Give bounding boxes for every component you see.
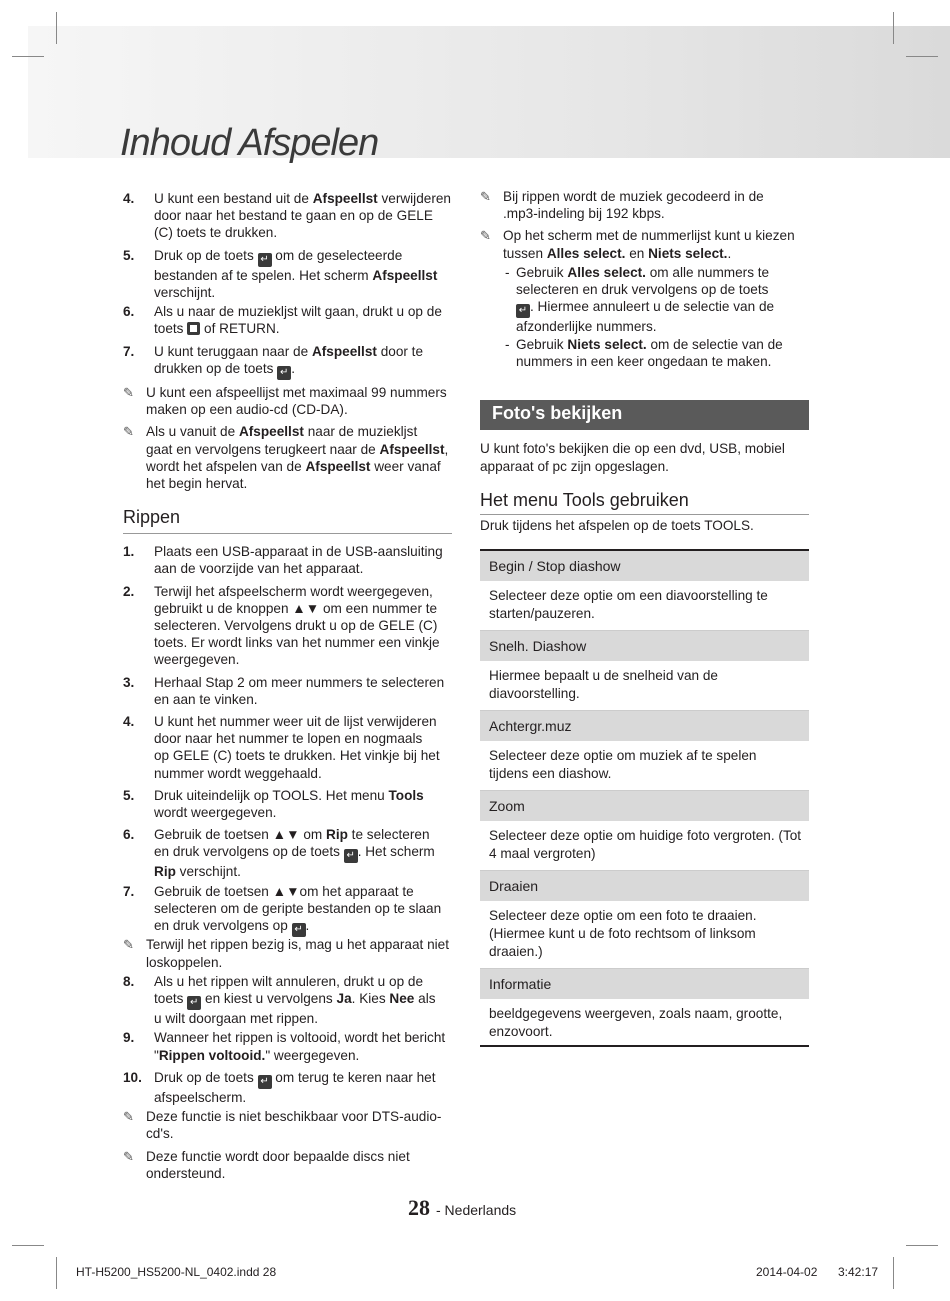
- divider: [480, 514, 809, 515]
- table-row-header: [480, 711, 809, 741]
- item-number: 4.: [123, 714, 135, 729]
- enter-button-icon: ↵: [516, 304, 530, 318]
- tools-heading: Het menu Tools gebruiken: [480, 490, 689, 510]
- enter-button-icon: ↵: [277, 366, 291, 380]
- stop-button-icon: [187, 322, 200, 335]
- item-number: 5.: [123, 787, 135, 803]
- table-option-desc: Hiermee bepaalt u de snelheid van de diavoorstelling.: [489, 668, 718, 701]
- sub-note-text: Gebruik Alles select. om alle nummers te selecteren en druk vervolgens op de toets ↵ . Hiermee annuleert u de selectie van de afzonderlijke nummers.: [516, 264, 775, 335]
- divider: [123, 533, 452, 534]
- item-number: 8.: [123, 973, 135, 989]
- note-pencil-icon: ✎: [480, 189, 491, 204]
- table-row-header: [480, 871, 809, 901]
- item-number: 2.: [123, 583, 135, 599]
- table-option-name: Achtergr.muz: [489, 718, 572, 734]
- dash-bullet: -: [505, 336, 510, 352]
- table-row-header: [480, 551, 809, 581]
- item-text: Druk op de toets ↵ om de geselecteerde bestanden af te spelen. Het scherm Afspeellst verschijnt.: [154, 247, 438, 300]
- crop-mark: [893, 1257, 894, 1289]
- item-number: 1.: [123, 544, 135, 560]
- item-text: U kunt een bestand uit de Afspeellst verwijderen door naar het bestand te gaan en op de GELE (C) toets te drukken.: [154, 191, 451, 241]
- table-option-name: Snelh. Diashow: [489, 638, 587, 654]
- footer-file: HT-H5200_HS5200-NL_0402.indd 28: [76, 1265, 277, 1279]
- note-text: Terwijl het rippen bezig is, mag u het apparaat niet loskoppelen.: [146, 937, 450, 970]
- right-column: [480, 188, 810, 388]
- item-text: Gebruik de toetsen ▲▼om het apparaat te selecteren om de geripte bestanden op te slaan en druk vervolgens op ↵ .: [154, 883, 442, 936]
- enter-button-icon: ↵: [187, 996, 201, 1010]
- footer-date: 2014-04-02: [756, 1265, 818, 1279]
- foto-intro: U kunt foto's bekijken die op een dvd, USB, mobiel apparaat of pc zijn opgeslagen.: [480, 441, 785, 474]
- item-number: 6.: [123, 304, 135, 320]
- item-number: 6.: [123, 827, 135, 843]
- table-option-name: Informatie: [489, 976, 552, 992]
- table-row-header: [480, 791, 809, 821]
- item-text: Plaats een USB-apparaat in de USB-aansluiting aan de voorzijde van het apparaat.: [154, 544, 443, 577]
- section-title: Foto's bekijken: [492, 403, 623, 423]
- table-option-name: Begin / Stop diashow: [489, 558, 621, 574]
- note-pencil-icon: ✎: [480, 228, 491, 244]
- table-option-desc: Selecteer deze optie om een foto te draaien. (Hiermee kunt u de foto rechtsom of linksom draaien.): [489, 908, 757, 959]
- item-number: 4.: [123, 191, 135, 206]
- item-number: 9.: [123, 1030, 135, 1046]
- table-option-desc: Selecteer deze optie om een diavoorstelling te starten/pauzeren.: [489, 588, 768, 621]
- item-text: Terwijl het afspeelscherm wordt weergegeven, gebruikt u de knoppen ▲▼ om een nummer te selecteren. Vervolgens drukt u op de GELE (C) toets. Er wordt links van het nummer een vinkje weergegeven.: [154, 583, 440, 668]
- enter-button-icon: ↵: [258, 253, 272, 267]
- enter-button-icon: ↵: [292, 923, 306, 937]
- enter-button-icon: ↵: [344, 849, 358, 863]
- table-option-name: Zoom: [489, 798, 525, 814]
- item-text: Als u het rippen wilt annuleren, drukt u op de toets ↵ en kiest u vervolgens Ja. Kies Nee als u wilt doorgaan met rippen.: [154, 973, 436, 1026]
- note-pencil-icon: ✎: [123, 937, 134, 953]
- note-text: Deze functie is niet beschikbaar voor DTS-audio- cd's.: [146, 1109, 442, 1142]
- item-text: Druk uiteindelijk op TOOLS. Het menu Tools wordt weergegeven.: [154, 787, 424, 820]
- rippen-heading: Rippen: [123, 507, 181, 528]
- footer-time: 3:42:17: [838, 1265, 879, 1279]
- table-option-desc: Selecteer deze optie om muziek af te spelen tijdens een diashow.: [489, 748, 757, 781]
- left-column: [123, 190, 455, 1190]
- item-text: U kunt teruggaan naar de Afspeellst door te drukken op de toets ↵ .: [154, 343, 424, 378]
- crop-mark: [893, 12, 894, 44]
- crop-mark: [906, 1245, 938, 1246]
- item-text: Herhaal Stap 2 om meer nummers te selecteren en aan te vinken.: [154, 674, 445, 707]
- item-text: Als u naar de muziekljst wilt gaan, drukt u op de toets of RETURN.: [154, 304, 442, 337]
- tools-intro: Druk tijdens het afspelen op de toets TOOLS.: [480, 518, 754, 533]
- crop-mark: [12, 56, 44, 57]
- item-number: 7.: [123, 343, 135, 359]
- table-option-desc: beeldgegevens weergeven, zoals naam, grootte, enzovoort.: [489, 1006, 783, 1039]
- crop-mark: [906, 56, 938, 57]
- item-text: Wanneer het rippen is voltooid, wordt het bericht "Rippen voltooid." weergegeven.: [154, 1030, 446, 1063]
- table-bottom-rule: [480, 1045, 809, 1047]
- crop-mark: [56, 12, 57, 44]
- item-text: U kunt het nummer weer uit de lijst verwijderen door naar het nummer te lopen en nogmaals op GELE (C) toets te drukken. Het vinkje bij het nummer wordt weggehaald.: [154, 714, 440, 781]
- sub-note-text: Gebruik Niets select. om de selectie van de nummers in een keer ongedaan te maken.: [516, 336, 783, 369]
- page-number: 28: [408, 1195, 430, 1220]
- dash-bullet: -: [505, 264, 510, 280]
- note-pencil-icon: ✎: [123, 385, 134, 400]
- note-text: Als u vanuit de Afspeellst naar de muziekljst gaat en vervolgens terugkeert naar de Afspeellst, wordt het afspelen van de Afspeellst weer vanaf het begin hervat.: [146, 424, 449, 491]
- note-text: U kunt een afspeellijst met maximaal 99 nummers maken op een audio-cd (CD-DA).: [146, 385, 447, 418]
- page-language: - Nederlands: [436, 1202, 517, 1218]
- crop-mark: [12, 1245, 44, 1246]
- table-row-header: [480, 969, 809, 999]
- section-bar-fotos: [480, 400, 809, 430]
- item-number: 7.: [123, 883, 135, 899]
- note-text: Bij rippen wordt de muziek gecodeerd in de .mp3-indeling bij 192 kbps.: [503, 189, 764, 222]
- crop-mark: [56, 1257, 57, 1289]
- note-pencil-icon: ✎: [123, 1109, 134, 1125]
- enter-button-icon: ↵: [258, 1075, 272, 1089]
- item-number: 5.: [123, 247, 135, 263]
- item-text: Druk op de toets ↵ om terug te keren naar het afspeelscherm.: [154, 1069, 436, 1105]
- page-title: Inhoud Afspelen: [120, 122, 379, 164]
- item-number: 10.: [123, 1069, 142, 1085]
- table-option-name: Draaien: [489, 878, 539, 894]
- table-option-desc: Selecteer deze optie om huidige foto vergroten. (Tot 4 maal vergroten): [489, 828, 802, 861]
- item-number: 3.: [123, 674, 135, 690]
- note-text: Op het scherm met de nummerlijst kunt u kiezen tussen Alles select. en Niets select..: [503, 228, 795, 261]
- note-pencil-icon: ✎: [123, 424, 134, 440]
- note-pencil-icon: ✎: [123, 1148, 134, 1164]
- item-text: Gebruik de toetsen ▲▼ om Rip te selecteren en druk vervolgens op de toets ↵ . Het scherm Rip verschijnt.: [154, 827, 435, 880]
- note-text: Deze functie wordt door bepaalde discs niet ondersteund.: [146, 1148, 410, 1181]
- table-row-header: [480, 631, 809, 661]
